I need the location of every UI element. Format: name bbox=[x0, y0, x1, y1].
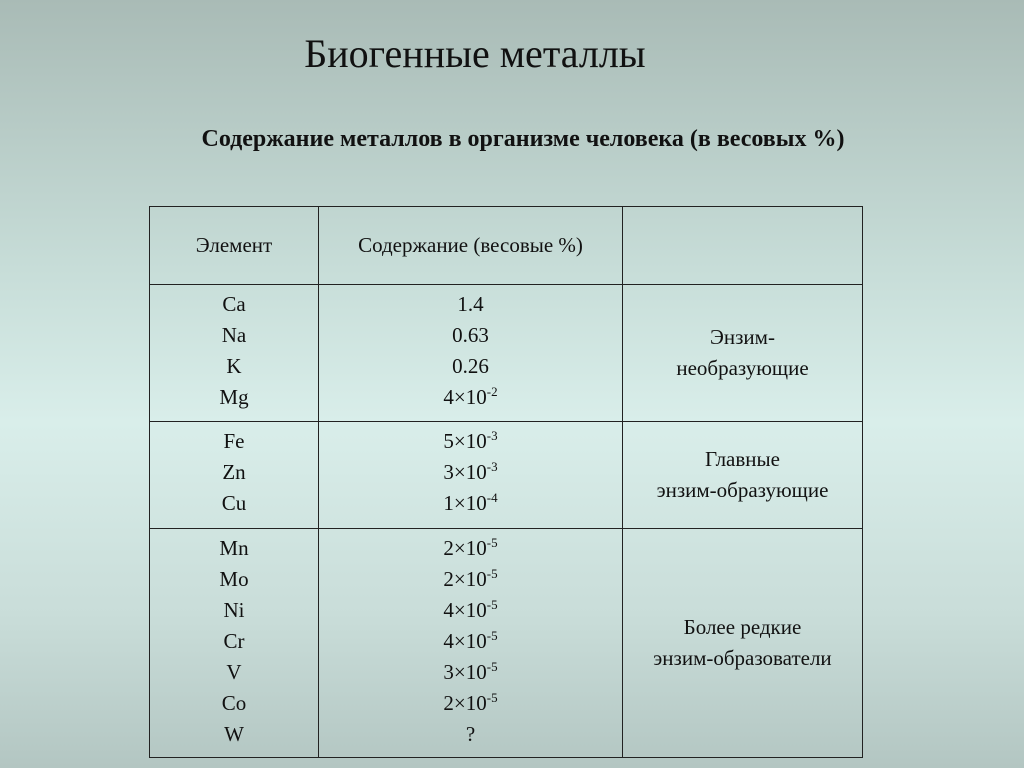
element-symbol: Cr bbox=[223, 629, 245, 653]
elements-cell bbox=[150, 285, 319, 422]
element-symbol: Fe bbox=[223, 429, 245, 453]
category-cell bbox=[623, 529, 863, 758]
header-element: Элемент bbox=[150, 207, 319, 285]
value-base: 0.63 bbox=[452, 323, 489, 347]
value-exponent: -5 bbox=[486, 628, 498, 643]
content-value bbox=[319, 595, 622, 626]
category-label-line: Более редкие bbox=[683, 615, 802, 639]
content-value bbox=[319, 426, 622, 457]
content-value bbox=[319, 488, 622, 519]
metals-table bbox=[149, 206, 863, 758]
element-symbol: Ca bbox=[222, 292, 246, 316]
value-exponent: -4 bbox=[486, 490, 498, 505]
content-value bbox=[319, 320, 622, 351]
element-symbol: Mg bbox=[219, 385, 249, 409]
element-symbol: Zn bbox=[222, 460, 246, 484]
content-value bbox=[319, 626, 622, 657]
element-symbol: Cu bbox=[221, 491, 247, 515]
value-base: 0.26 bbox=[452, 354, 489, 378]
value-base: 1.4 bbox=[457, 292, 484, 316]
content-value bbox=[319, 533, 622, 564]
category-label-line: энзим-образователи bbox=[653, 646, 832, 670]
value-base: 3×10 bbox=[443, 460, 487, 484]
element-symbol: Mo bbox=[219, 567, 249, 591]
element-symbol: Co bbox=[221, 691, 247, 715]
value-exponent: -5 bbox=[486, 659, 498, 674]
value-exponent: -2 bbox=[486, 384, 498, 399]
table-row bbox=[150, 529, 863, 758]
element-symbol: Mn bbox=[219, 536, 249, 560]
element-symbol: K bbox=[226, 354, 242, 378]
value-base: 1×10 bbox=[443, 491, 487, 515]
value-exponent: -5 bbox=[486, 597, 498, 612]
value-base: 4×10 bbox=[443, 385, 487, 409]
content-value bbox=[319, 289, 622, 320]
category-label-line: Главные bbox=[705, 447, 780, 471]
table-row bbox=[150, 422, 863, 529]
category-label-line: необразующие bbox=[676, 356, 809, 380]
value-base: 2×10 bbox=[443, 567, 487, 591]
value-base: 3×10 bbox=[443, 660, 487, 684]
element-symbol: V bbox=[226, 660, 242, 684]
value-exponent: -5 bbox=[486, 690, 498, 705]
element-symbol: Na bbox=[221, 323, 247, 347]
content-value bbox=[319, 351, 622, 382]
values-cell bbox=[319, 285, 623, 422]
table-row bbox=[150, 285, 863, 422]
value-base: ? bbox=[465, 722, 476, 746]
value-base: 2×10 bbox=[443, 691, 487, 715]
content-value bbox=[319, 457, 622, 488]
content-value bbox=[319, 382, 622, 413]
category-cell bbox=[623, 422, 863, 529]
elements-cell bbox=[150, 422, 319, 529]
values-cell bbox=[319, 529, 623, 758]
category-cell bbox=[623, 285, 863, 422]
value-base: 2×10 bbox=[443, 536, 487, 560]
value-exponent: -3 bbox=[486, 459, 498, 474]
elements-cell bbox=[150, 529, 319, 758]
slide-title: Биогенные металлы bbox=[304, 31, 646, 76]
category-label-line: энзим-образующие bbox=[656, 478, 829, 502]
slide-subtitle: Содержание металлов в организме человека (в весовых %) bbox=[201, 126, 845, 152]
content-value bbox=[319, 657, 622, 688]
content-value bbox=[319, 719, 622, 750]
category-label-line: Энзим- bbox=[710, 325, 775, 349]
content-value bbox=[319, 564, 622, 595]
element-symbol: W bbox=[224, 722, 244, 746]
value-exponent: -3 bbox=[486, 428, 498, 443]
values-cell bbox=[319, 422, 623, 529]
value-exponent: -5 bbox=[486, 535, 498, 550]
element-symbol: Ni bbox=[223, 598, 245, 622]
content-value bbox=[319, 688, 622, 719]
table-header-row bbox=[150, 207, 863, 285]
header-category bbox=[623, 207, 863, 285]
header-content: Содержание (весовые %) bbox=[319, 207, 623, 285]
value-base: 5×10 bbox=[443, 429, 487, 453]
value-base: 4×10 bbox=[443, 598, 487, 622]
value-base: 4×10 bbox=[443, 629, 487, 653]
value-exponent: -5 bbox=[486, 566, 498, 581]
